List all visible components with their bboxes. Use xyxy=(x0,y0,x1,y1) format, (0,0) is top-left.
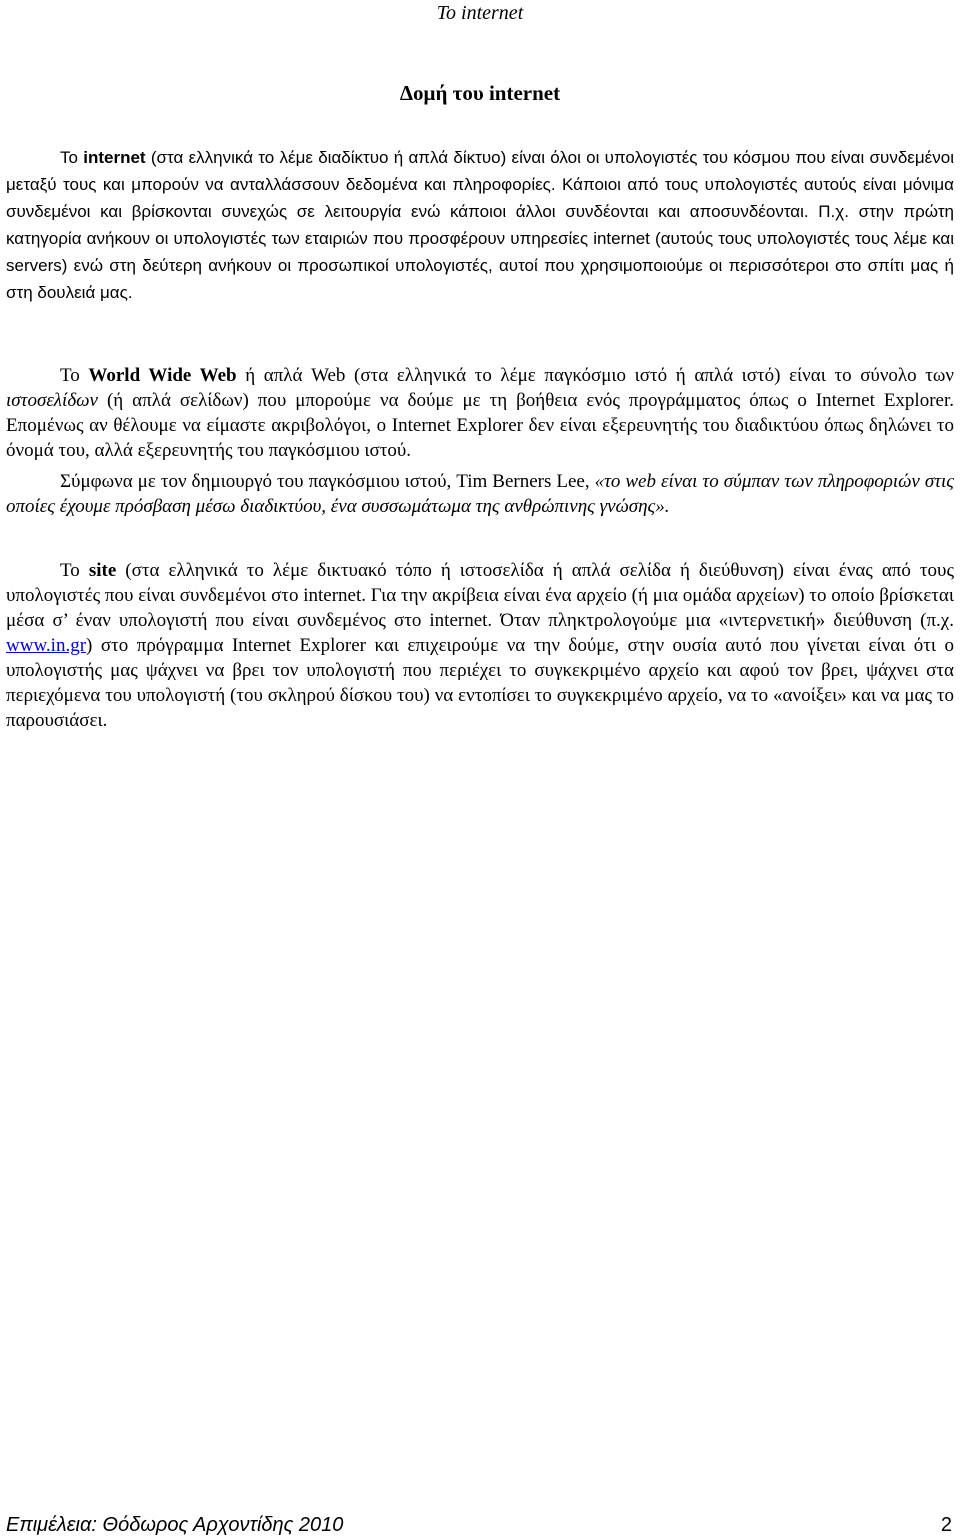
section-title: Δομή του internet xyxy=(399,81,561,105)
berners-lee-quote: «το web είναι το σύμπαν των πληροφοριών στις οποίες έχουμε πρόσβαση μέσω διαδικτύου, ένα συσσωμάτωμα της ανθρώπινης γνώσης». xyxy=(6,471,954,517)
term-site: site xyxy=(88,560,117,581)
p3-text-a: Σύμφωνα με τον δημιουργό του παγκόσμιου ιστού, Tim Berners Lee, xyxy=(60,471,595,492)
term-internet: internet xyxy=(83,148,146,167)
p4-text-a: Το xyxy=(60,560,89,581)
example-url-link[interactable]: www.in.gr xyxy=(6,635,87,656)
paragraph-internet xyxy=(6,144,954,306)
term-istoselidon: ιστοσελίδων xyxy=(6,390,98,411)
paragraph-www xyxy=(6,363,954,463)
paragraph-site xyxy=(6,558,954,733)
p1-text-c: (στα ελληνικά το λέμε διαδίκτυο ή απλά δίκτυο) είναι όλοι οι υπολογιστές του κόσμου που είναι συνδεμένοι μεταξύ τους και μπορούν να ανταλλάσσουν δεδομένα και πληροφορίες. Κάποιοι από τους υπολογιστές αυτούς είναι μόνιμα συνδεμένοι και βρίσκονται συνεχώς σε λειτουργία ενώ κάποιοι άλλοι συνδέονται και αποσυνδέονται. Π.χ. στην πρώτη κατηγορία ανήκουν οι υπολογιστές των εταιριών που προσφέρουν υπηρεσίες internet (αυτούς τους υπολογιστές τους λέμε και servers) ενώ στη δεύτερη ανήκουν οι προσωπικοί υπολογιστές, αυτοί που χρησιμοποιούμε οι περισσότεροι στο σπίτι μας ή στη δουλειά μας. xyxy=(6,148,954,302)
p2-text-e: (ή απλά σελίδων) που μπορούμε να δούμε με τη βοήθεια ενός προγράμματος όπως ο Internet Explorer. Επομένως αν θέλουμε να είμαστε ακριβολόγοι, ο Internet Explorer δεν είναι εξερευνητής του διαδικτύου όπως δηλώνει το όνομά του, αλλά εξερευνητής του παγκόσμιου ιστού. xyxy=(6,390,954,461)
p1-text-a: Το xyxy=(60,148,84,167)
p4-text-c: (στα ελληνικά το λέμε δικτυακό τόπο ή ιστοσελίδα ή απλά σελίδα ή διεύθυνση) είναι ένας από τους υπολογιστές που είναι συνδεμένοι στο internet. Για την ακρίβεια είναι ένα αρχείο (ή μια ομάδα αρχείων) το οποίο βρίσκεται μέσα σ’ έναν υπολογιστή που είναι συνδεμένος στο internet. Όταν πληκτρολογούμε μια «ιντερνετική» διεύθυνση (π.χ. xyxy=(6,560,954,631)
paragraph-berners-lee xyxy=(6,469,954,519)
p2-text-c: ή απλά Web (στα ελληνικά το λέμε παγκόσμιο ιστό ή απλά ιστό) είναι το σύνολο των xyxy=(236,365,954,386)
running-header: To internet xyxy=(436,2,524,24)
page-number: 2 xyxy=(940,1514,952,1536)
p4-text-d: ) στο πρόγραμμα Internet Explorer και επιχειρούμε να την δούμε, στην ουσία αυτό που γίνεται είναι ότι ο υπολογιστής μας ψάχνει να βρει τον υπολογιστή που περιέχει το συγκεκριμένο αρχείο και αφού τον βρει, ψάχνει στα περιεχόμενα του υπολογιστή (του σκληρού δίσκου του) να εντοπίσει το συγκεκριμένο αρχείο, να το «ανοίξει» και να μας το παρουσιάσει. xyxy=(6,635,954,731)
p2-text-a: Το xyxy=(60,365,89,386)
footer-credit: Επιμέλεια: Θόδωρος Αρχοντίδης 2010 xyxy=(6,1514,344,1536)
term-world-wide-web: World Wide Web xyxy=(88,365,237,386)
